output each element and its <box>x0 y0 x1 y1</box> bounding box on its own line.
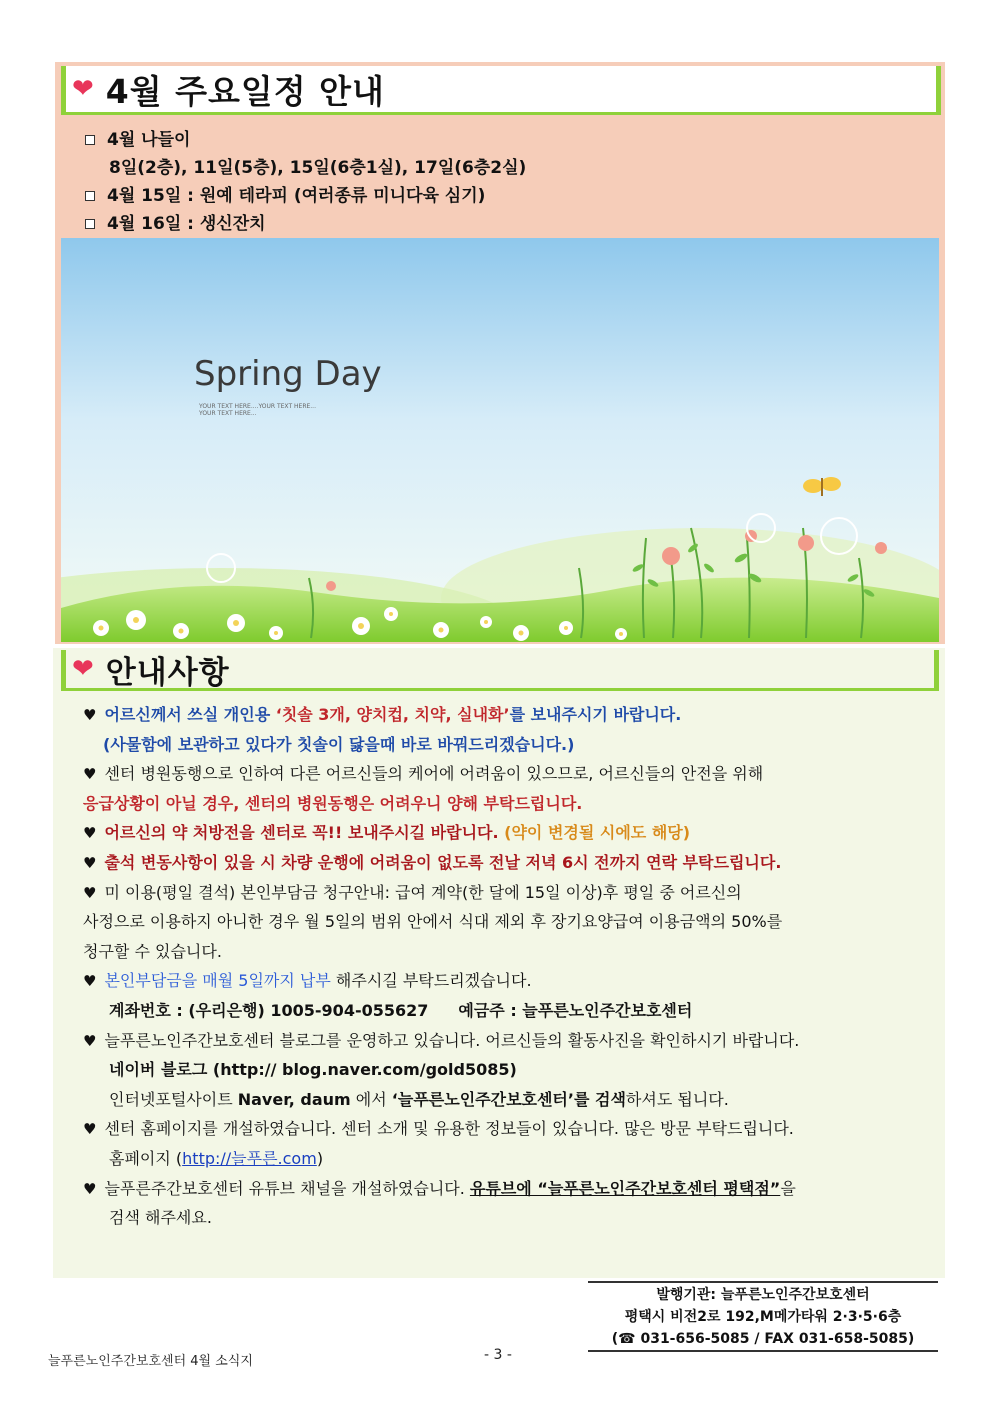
portal-search: 인터넷포털사이트 Naver, daum 에서 ‘늘푸른노인주간보호센터’를 검색하셔도 됩니다. <box>109 1089 729 1109</box>
heart-bullet-icon: ♥ <box>83 1120 97 1139</box>
banner-sub2: YOUR TEXT HERE... <box>199 410 257 417</box>
square-bullet-icon <box>85 191 95 201</box>
square-bullet-icon <box>85 135 95 145</box>
schedule-title: 4월 주요일정 안내 <box>105 71 385 111</box>
publisher-name: 발행기관: 늘푸른노인주간보호센터 <box>656 1287 870 1303</box>
notices-title: 안내사항 <box>105 654 230 691</box>
heart-bullet-icon: ♥ <box>83 972 97 991</box>
notice-6: ♥ 본인부담금을 매월 5일까지 납부 해주시길 부탁드리겠습니다. <box>83 971 532 991</box>
heart-icon: ❤ <box>72 654 94 684</box>
blog-address: 네이버 블로그 (http:// blog.naver.com/gold5085) <box>109 1060 517 1080</box>
notice-7: ♥ 늘푸른노인주간보호센터 블로그를 운영하고 있습니다. 어르신들의 활동사진을 확인하시기 바랍니다. <box>83 1030 800 1050</box>
bank-account: 계좌번호 : (우리은행) 1005-904-055627 예금주 : 늘푸른노인주간보호센터 <box>109 1000 693 1020</box>
banner-sub1: YOUR TEXT HERE....YOUR TEXT HERE... <box>199 403 316 410</box>
square-bullet-icon <box>85 219 95 229</box>
publisher-address: 평택시 비전2로 192,M메가타워 2·3·5·6층 <box>624 1309 902 1325</box>
notices-title-bar <box>61 650 939 691</box>
notice-1: ♥ 어르신께서 쓰실 개인용 ‘칫솔 3개, 양치컵, 치약, 실내화’를 보내주시기 바랍니다. <box>83 705 682 724</box>
publisher-contact: (☎ 031-656-5085 / FAX 031-658-5085) <box>611 1331 915 1347</box>
schedule-item-label: 4월 16일 : 생신잔치 <box>107 214 266 234</box>
heart-bullet-icon: ♥ <box>83 883 97 902</box>
heart-bullet-icon: ♥ <box>83 706 97 724</box>
heart-bullet-icon: ♥ <box>83 824 97 843</box>
notice-4: ♥ 출석 변동사항이 있을 시 차량 운행에 어려움이 없도록 전날 저녁 6시 전까지 연락 부탁드립니다. <box>83 852 782 872</box>
spring-day-banner <box>61 238 939 642</box>
notice-3: ♥ 어르신의 약 처방전을 센터로 꼭!! 보내주시길 바랍니다. (약이 변경될 시에도 해당) <box>83 823 691 843</box>
notice-8: ♥ 센터 홈페이지를 개설하였습니다. 센터 소개 및 유용한 정보들이 있습니다. 많은 방문 부탁드립니다. <box>83 1119 794 1139</box>
schedule-section <box>55 62 945 644</box>
homepage: 홈페이지 (http://늘푸른.com) <box>109 1148 324 1168</box>
notice-9: ♥ 늘푸른주간보호센터 유튜브 채널을 개설하였습니다. 유튜브에 “늘푸른노인주간보호센터 평택점”을 <box>83 1178 796 1198</box>
notice-5-cont: 사정으로 이용하지 아니한 경우 월 5일의 범위 안에서 식대 제외 후 장기요양급여 이용금액의 50%를 <box>83 912 783 932</box>
heart-bullet-icon: ♥ <box>83 1031 97 1050</box>
footer-newsletter-name: 늘푸른노인주간보호센터 4월 소식지 <box>48 1354 253 1369</box>
notices-list <box>83 700 933 1233</box>
notice-9-cont: 검색 해주세요. <box>109 1208 212 1228</box>
list-item <box>85 154 526 182</box>
notice-2-cont: 응급상황이 아닐 경우, 센터의 병원동행은 어려우니 양해 부탁드립니다. <box>83 793 583 813</box>
notice-5: ♥ 미 이용(평일 결석) 본인부담금 청구안내: 급여 계약(한 달에 15일 이상)후 평일 중 어르신의 <box>83 882 742 902</box>
heart-bullet-icon: ♥ <box>83 1179 97 1198</box>
schedule-list <box>85 126 526 238</box>
list-item <box>85 126 526 154</box>
homepage-link[interactable]: http://늘푸른.com <box>182 1148 317 1168</box>
heart-bullet-icon: ♥ <box>83 765 97 784</box>
notice-2: ♥ 센터 병원동행으로 인하여 다른 어르신들의 케어에 어려움이 있으므로, 어르신들의 안전을 위해 <box>83 764 764 784</box>
notice-1-note: (사물함에 보관하고 있다가 칫솔이 닳을때 바로 바꿔드리겠습니다.) <box>103 734 575 754</box>
spring-illustration <box>61 238 939 642</box>
schedule-item-label: 4월 나들이 <box>107 130 191 150</box>
notice-5-cont: 청구할 수 있습니다. <box>83 941 222 961</box>
heart-icon: ❤ <box>72 74 94 104</box>
page-number: - 3 - <box>484 1347 512 1363</box>
banner-title: Spring Day <box>194 354 382 394</box>
heart-bullet-icon: ♥ <box>83 853 97 872</box>
list-item <box>85 210 526 238</box>
schedule-item-detail: 8일(2층), 11일(5층), 15일(6층1실), 17일(6층2실) <box>109 158 527 178</box>
schedule-title-bar <box>61 66 941 115</box>
publisher-info <box>588 1281 938 1352</box>
schedule-item-label: 4월 15일 : 원예 테라피 (여러종류 미니다육 심기) <box>107 186 486 206</box>
notices-section <box>53 648 945 1278</box>
list-item <box>85 182 526 210</box>
